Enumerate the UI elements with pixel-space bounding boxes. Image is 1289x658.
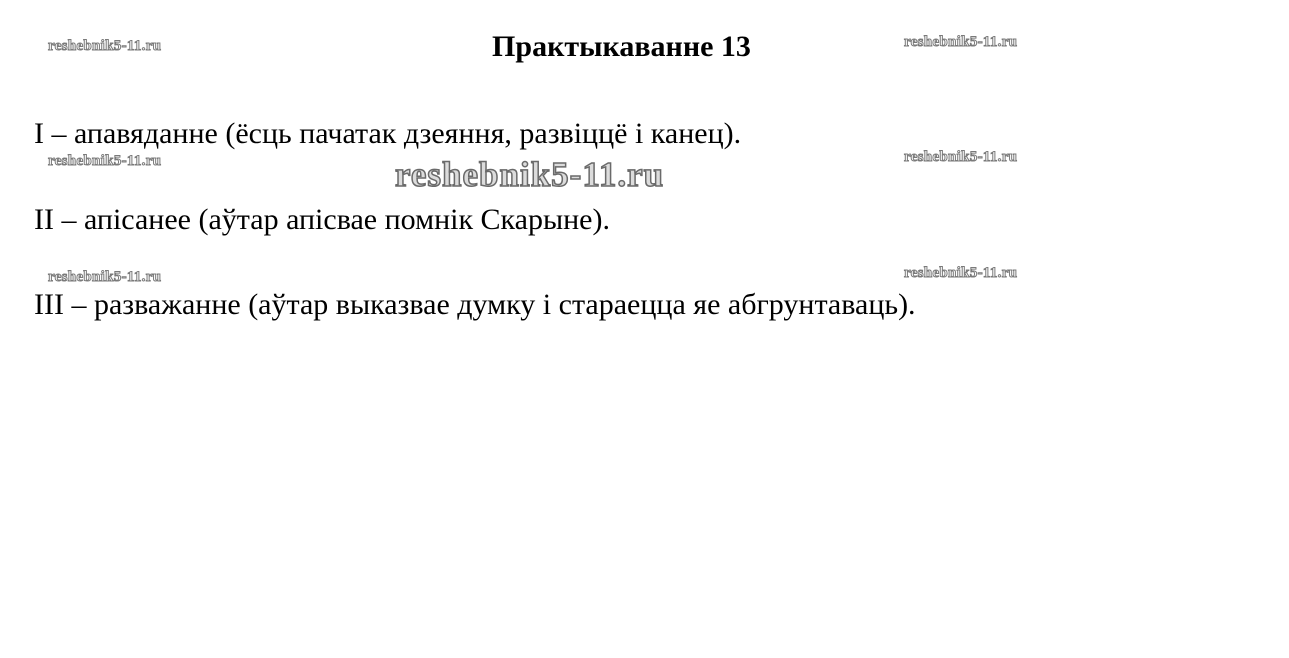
text-line-3: III – разважанне (аўтар выказвае думку і стараецца яе абгрунтаваць). <box>34 288 916 321</box>
text-line-1: I – апавяданне (ёсць пачатак дзеяння, развіццё і канец). <box>34 117 742 150</box>
watermark-mid-left: reshebnik5-11.ru <box>48 153 162 169</box>
watermark-top-left: reshebnik5-11.ru <box>48 38 162 54</box>
watermark-mid-right: reshebnik5-11.ru <box>904 149 1018 165</box>
watermark-large: reshebnik5-11.ru <box>395 155 665 194</box>
watermark-low-left: reshebnik5-11.ru <box>48 269 162 285</box>
page-title: Практыкаванне 13 <box>492 30 751 63</box>
text-line-2: II – апісанее (аўтар апісвае помнік Скарыне). <box>34 203 610 236</box>
watermark-low-right: reshebnik5-11.ru <box>904 265 1018 281</box>
watermark-top-right: reshebnik5-11.ru <box>904 34 1018 50</box>
